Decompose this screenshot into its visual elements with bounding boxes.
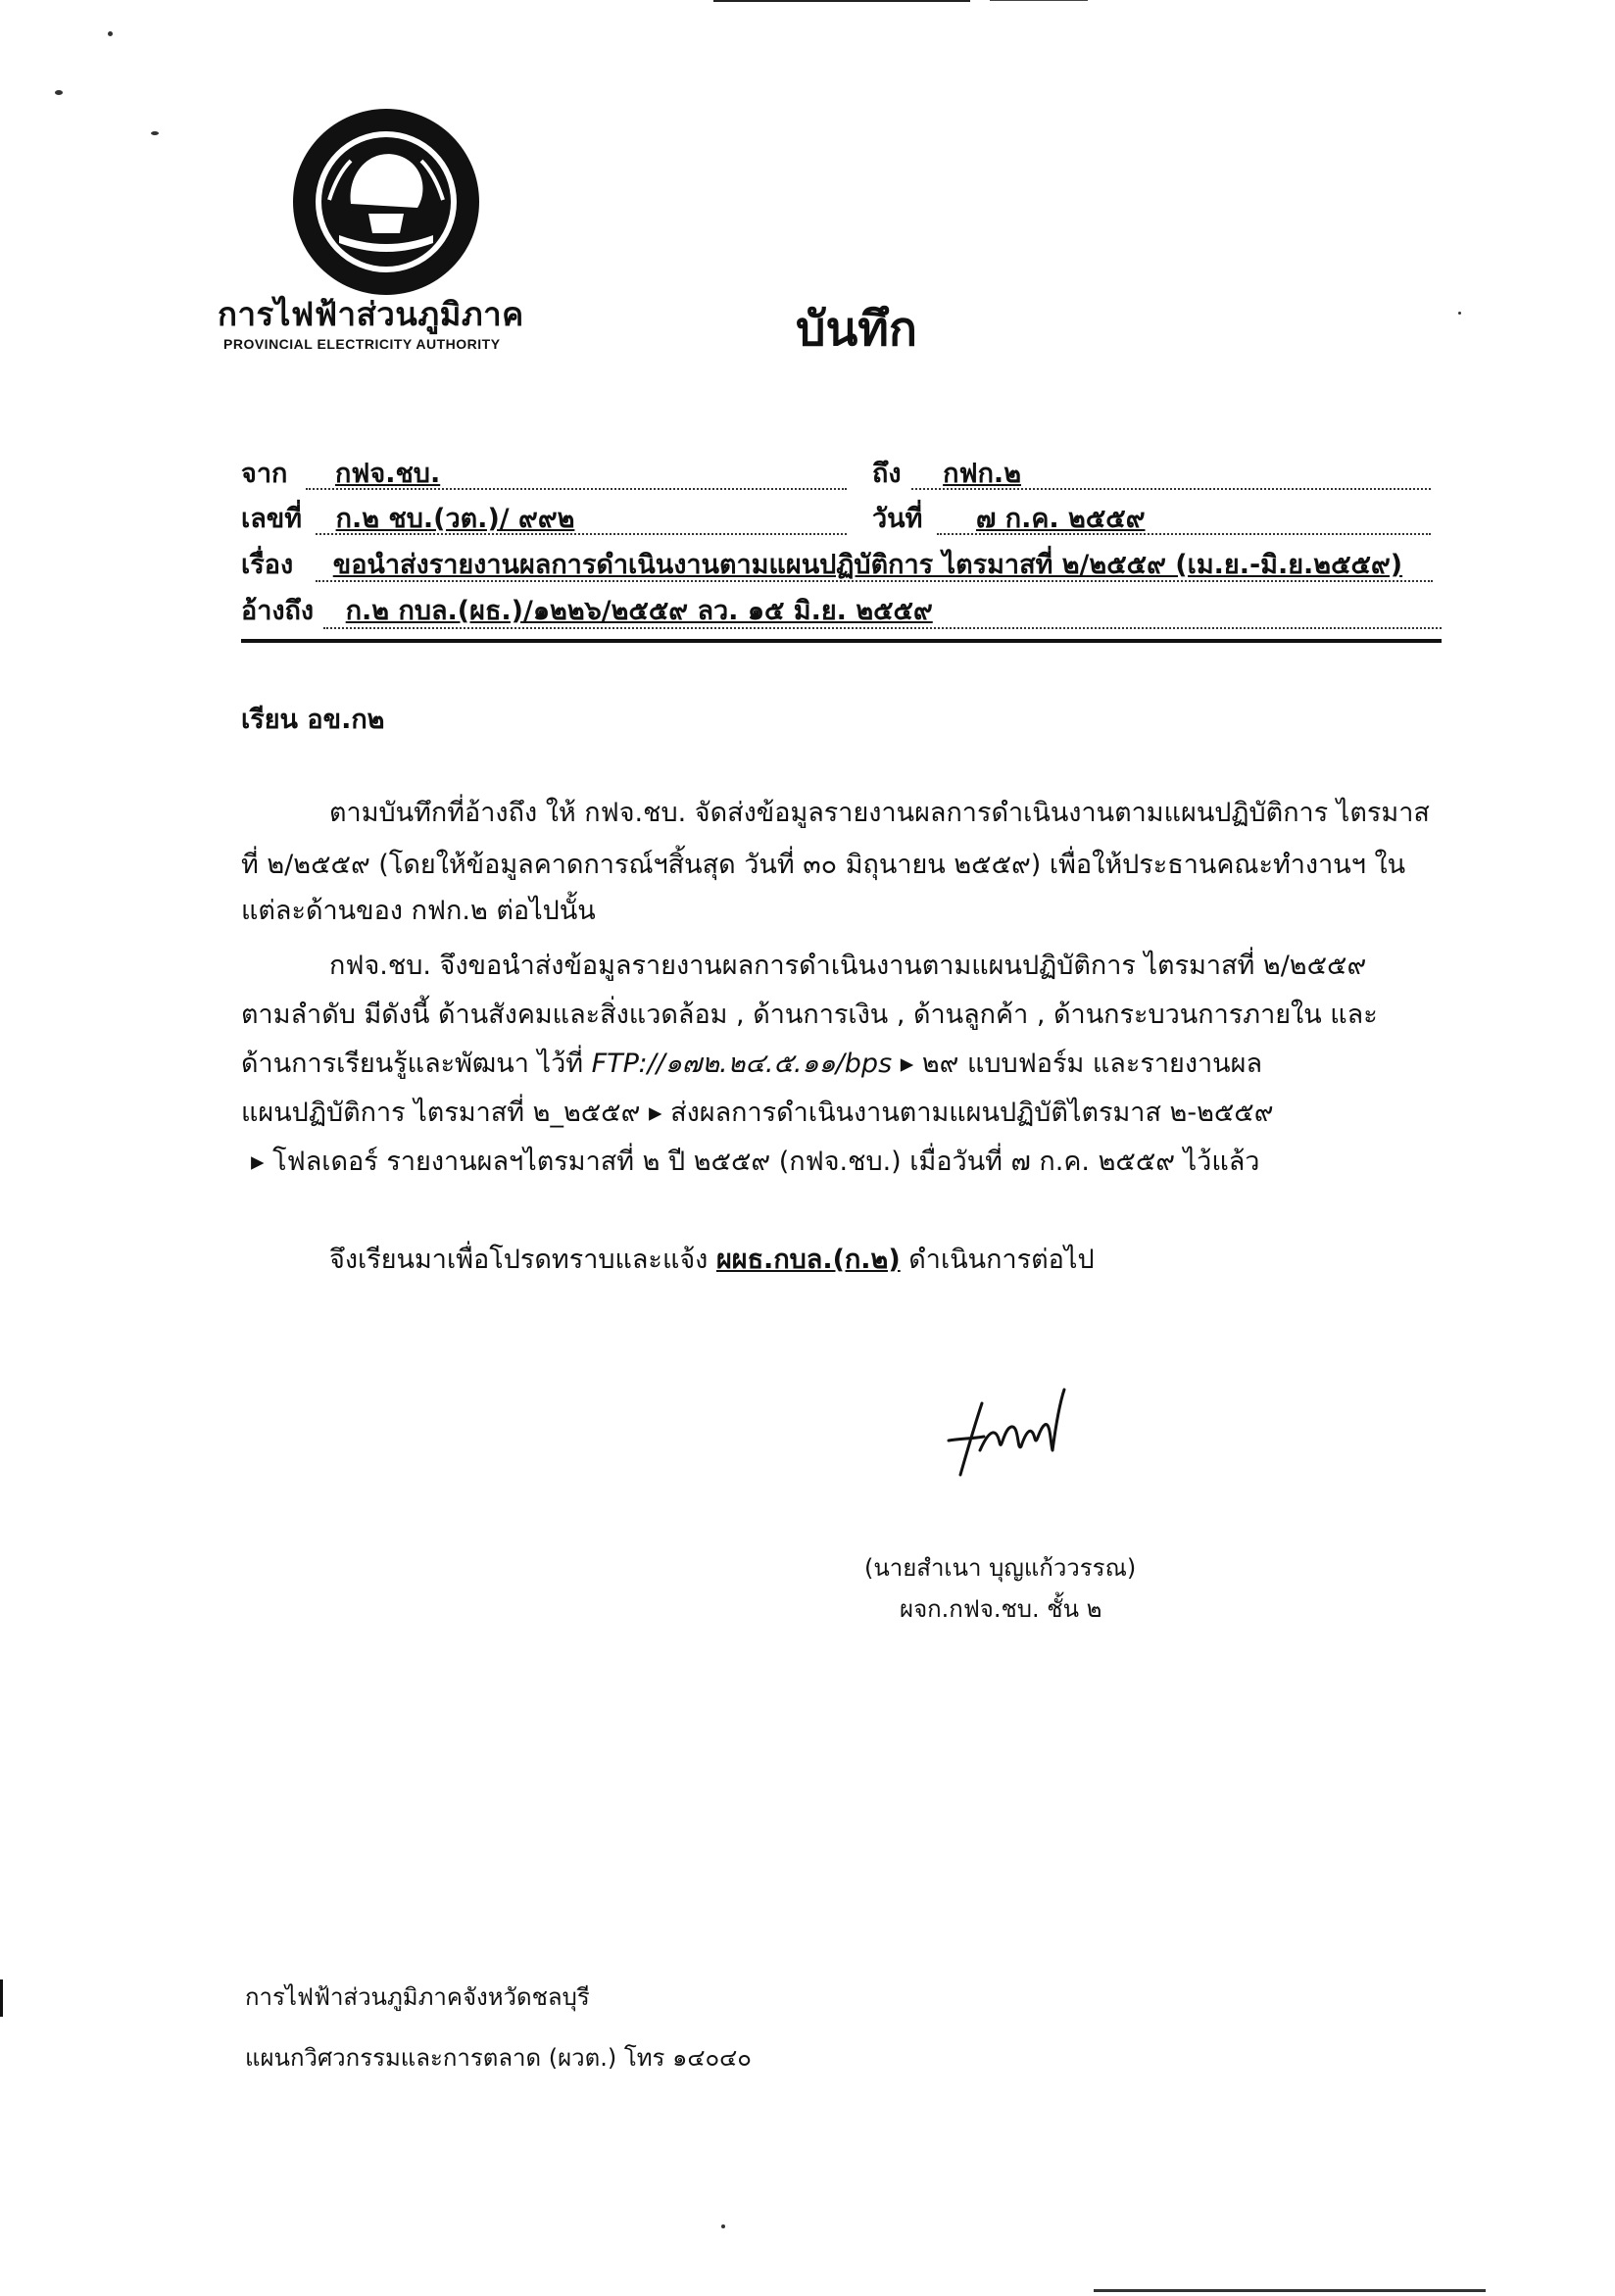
signatory-name: (นายสำเนา บุญแก้ววรรณ) — [864, 1554, 1137, 1582]
body-p3-a: จึงเรียนมาเพื่อโปรดทราบและแจ้ง — [329, 1245, 716, 1275]
body-p3 — [329, 1237, 1095, 1284]
body-p1-line2: ที่ ๒/๒๕๕๙ (โดยให้ข้อมูลคาดการณ์ฯสิ้นสุด วันที่ ๓๐ มิถุนายน ๒๕๕๙) เพื่อให้ประธานคณะทำงานฯ ใน — [241, 850, 1406, 880]
body-p2-line3 — [241, 1041, 1262, 1088]
body-p2-line5: ▸ โฟลเดอร์ รายงานผลฯไตรมาสที่ ๒ ปี ๒๕๕๙ (กฟจ.ชบ.) เมื่อวันที่ ๗ ก.ค. ๒๕๕๙ ไว้แล้ว — [251, 1147, 1260, 1177]
from-value: กฟจ.ชบ. — [334, 459, 441, 489]
number-value: ก.๒ ชบ.(วต.)/ ๙๙๒ — [335, 504, 575, 534]
ref-value: ก.๒ กบล.(ผธ.)/๑๒๒๖/๒๕๕๙ ลว. ๑๕ มิ.ย. ๒๕๕๙ — [345, 596, 933, 626]
body-p1-line3: แต่ละด้านของ กฟก.๒ ต่อไปนั้น — [241, 896, 596, 926]
body-p2-line3-a: ด้านการเรียนรู้และพัฒนา ไว้ที่ — [241, 1049, 592, 1079]
pea-logo — [290, 106, 482, 298]
body-p3-b: ดำเนินการต่อไป — [900, 1245, 1095, 1275]
body-p2-line4: แผนปฏิบัติการ ไตรมาสที่ ๒_๒๕๕๙ ▸ ส่งผลการดำเนินงานตามแผนปฏิบัติไตรมาส ๒-๒๕๕๙ — [241, 1098, 1274, 1128]
header-date-row — [872, 503, 1145, 536]
memo-title: บันทึก — [796, 302, 917, 357]
body-p1-line1: ตามบันทึกที่อ้างถึง ให้ กฟจ.ชบ. จัดส่งข้อมูลรายงานผลการดำเนินงานตามแผนปฏิบัติการ ไตรมาส — [329, 798, 1430, 828]
body-p3-recipient: ผผธ.กบล.(ก.๒) — [715, 1245, 901, 1275]
header-divider — [241, 639, 1442, 643]
ref-label: อ้างถึง — [241, 596, 315, 626]
organization-name-th: การไฟฟ้าส่วนภูมิภาค — [218, 295, 524, 333]
header-subject-row — [241, 549, 1402, 582]
number-label: เลขที่ — [241, 504, 303, 534]
header-from-row — [241, 458, 440, 491]
ftp-link[interactable]: FTP://๑๗๒.๒๔.๕.๑๑/bps — [591, 1049, 893, 1079]
to-value: กฟก.๒ — [943, 459, 1021, 489]
handwritten-signature — [941, 1382, 1068, 1490]
signatory-title: ผจก.กฟจ.ชบ. ชั้น ๒ — [900, 1595, 1102, 1623]
salutation: เรียน อข.ก๒ — [241, 705, 385, 735]
from-label: จาก — [241, 459, 288, 489]
footer-office: การไฟฟ้าส่วนภูมิภาคจังหวัดชลบุรี — [245, 1983, 590, 2011]
header-to-row — [872, 458, 1021, 491]
organization-name-en: PROVINCIAL ELECTRICITY AUTHORITY — [223, 336, 501, 352]
to-label: ถึง — [872, 459, 902, 489]
date-value: ๗ ก.ค. ๒๕๕๙ — [976, 504, 1146, 534]
date-label: วันที่ — [872, 504, 923, 534]
body-p2-line2: ตามลำดับ มีดังนี้ ด้านสังคมและสิ่งแวดล้อม , ด้านการเงิน , ด้านลูกค้า , ด้านกระบวนการภายใน และ — [241, 1000, 1378, 1030]
header-number-row — [241, 503, 574, 536]
subject-label: เรื่อง — [241, 550, 294, 580]
body-p2-line1: กฟจ.ชบ. จึงขอนำส่งข้อมูลรายงานผลการดำเนินงานตามแผนปฏิบัติการ ไตรมาสที่ ๒/๒๕๕๙ — [329, 951, 1367, 981]
subject-value: ขอนำส่งรายงานผลการดำเนินงานตามแผนปฏิบัติการ ไตรมาสที่ ๒/๒๕๕๙ (เม.ย.-มิ.ย.๒๕๕๙) — [332, 550, 1403, 580]
footer-department: แผนกวิศวกรรมและการตลาด (ผวต.) โทร ๑๔๐๔๐ — [245, 2044, 752, 2072]
header-ref-row — [241, 595, 933, 628]
body-p2-line3-b: ▸ ๒๙ แบบฟอร์ม และรายงานผล — [892, 1049, 1263, 1079]
